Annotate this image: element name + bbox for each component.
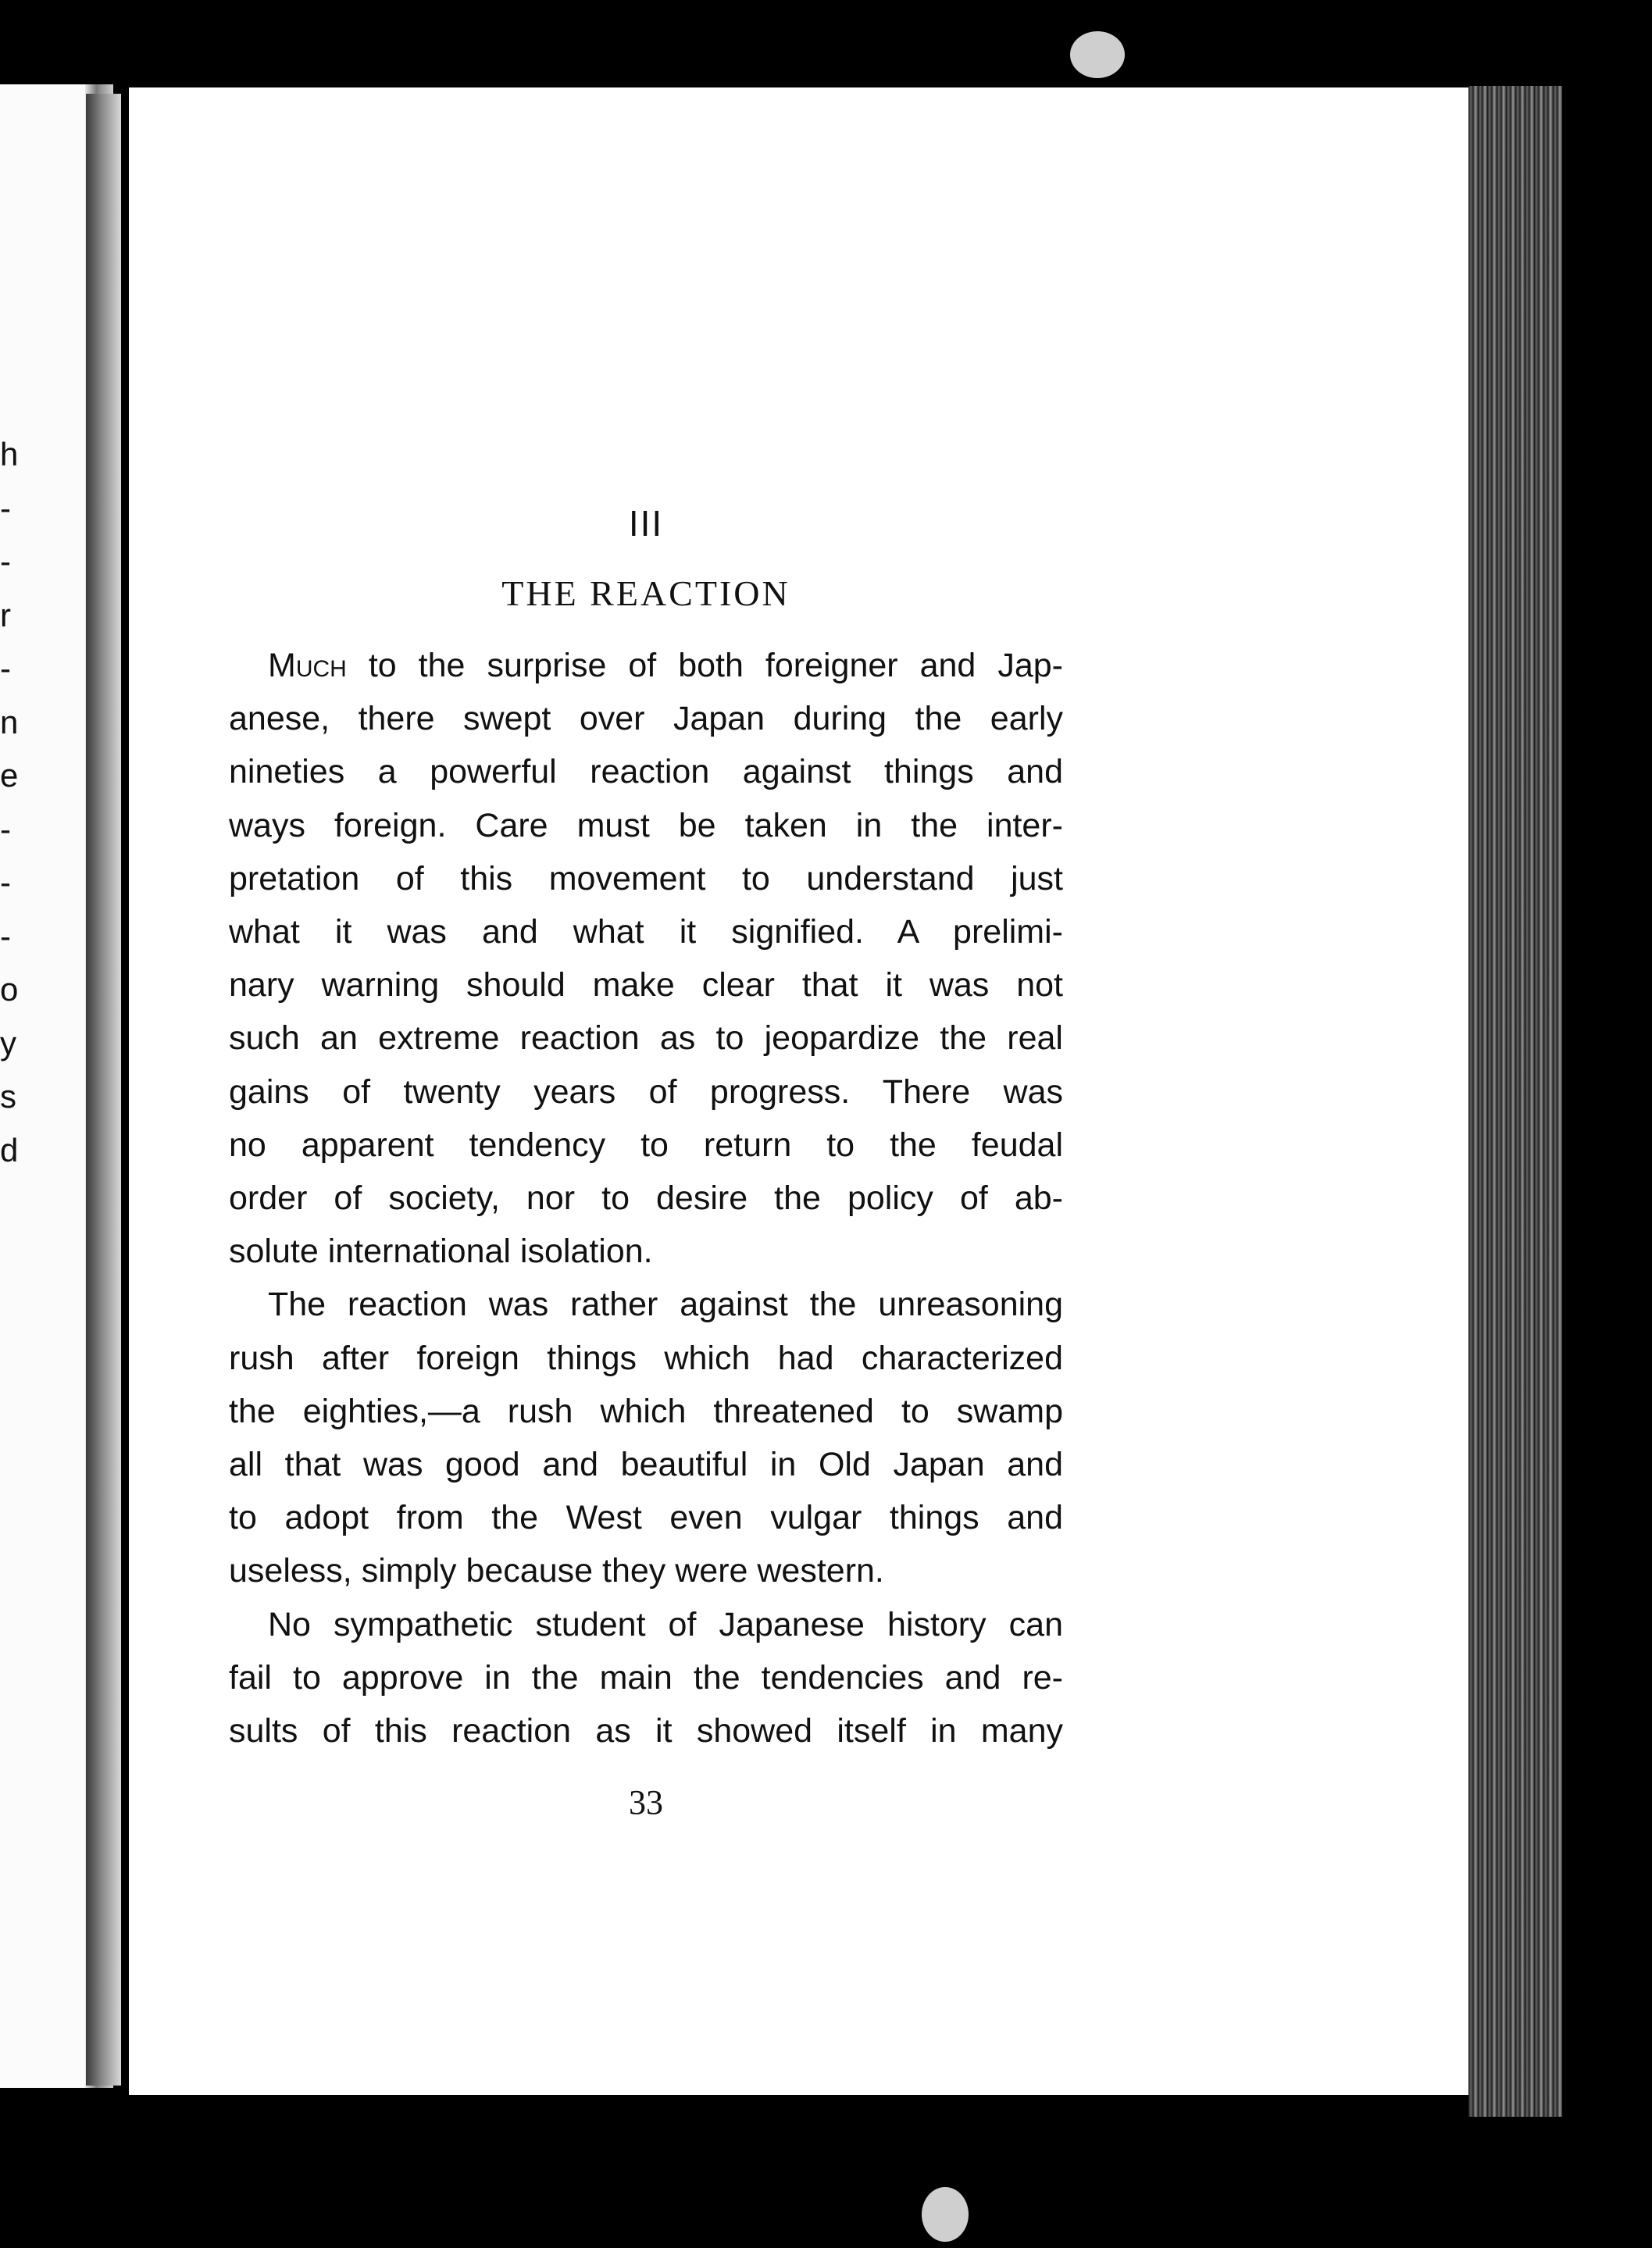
fragment: s (0, 1078, 16, 1115)
fragment: - (0, 543, 11, 580)
text-line: anese, there swept over Japan during the early (229, 700, 1063, 738)
scanner-dust (1070, 31, 1125, 78)
previous-page-text-fragments (0, 428, 31, 1177)
text-line: useless, simply because they were western. (229, 1552, 884, 1590)
fragment: e (0, 757, 19, 794)
text-line: no apparent tendency to return to the feudal (229, 1126, 1063, 1164)
text-line: the eighties,—a rush which threatened to swamp (229, 1392, 1063, 1430)
text-line: The reaction was rather against the unreasoning (268, 1286, 1063, 1324)
text-line: nary warning should make clear that it was not (229, 966, 1063, 1004)
text-line: nineties a powerful reaction against things and (229, 753, 1063, 791)
text-line: to adopt from the West even vulgar things and (229, 1499, 1063, 1537)
page-number: 33 (629, 1783, 663, 1822)
fragment: n (0, 703, 19, 740)
paragraph (229, 1278, 1063, 1597)
text-line: pretation of this movement to understand just (229, 859, 1063, 897)
chapter-number: III (628, 503, 664, 544)
body-text (229, 639, 1063, 1757)
text-line: ways foreign. Care must be taken in the inter- (229, 806, 1063, 844)
text-line: solute international isolation. (229, 1233, 653, 1271)
paragraph (229, 1598, 1063, 1758)
page-edges (1468, 86, 1562, 2117)
fragment: - (0, 917, 11, 955)
fragment: - (0, 650, 11, 687)
text-line: order of society, nor to desire the policy of ab- (229, 1179, 1063, 1218)
fragment: - (0, 864, 11, 901)
fragment: o (0, 971, 19, 1008)
drop-word: Much (268, 647, 347, 684)
text-line: No sympathetic student of Japanese history can (268, 1605, 1063, 1643)
fragment: h (0, 436, 19, 473)
fragment: d (0, 1131, 19, 1169)
text-line: rush after foreign things which had characterized (229, 1339, 1063, 1377)
text-line: all that was good and beautiful in Old Japan and (229, 1446, 1063, 1484)
fragment: r (0, 596, 11, 633)
text-line: Much to the surprise of both foreigner and Jap- (268, 647, 1063, 684)
chapter-title: THE REACTION (501, 573, 790, 613)
scanner-dust (922, 2187, 969, 2242)
binding-shadow (86, 94, 121, 2086)
text-line: fail to approve in the main the tendencies and re- (229, 1658, 1063, 1697)
fragment: y (0, 1024, 16, 1062)
text-line: gains of twenty years of progress. There was (229, 1072, 1063, 1111)
text-line: such an extreme reaction as to jeopardize the real (229, 1019, 1063, 1058)
text-line: what it was and what it signified. A prelimi- (229, 913, 1063, 951)
fragment: - (0, 489, 11, 526)
fragment: - (0, 810, 11, 847)
paragraph (229, 639, 1063, 1278)
text-line: sults of this reaction as it showed itself in many (229, 1712, 1063, 1750)
